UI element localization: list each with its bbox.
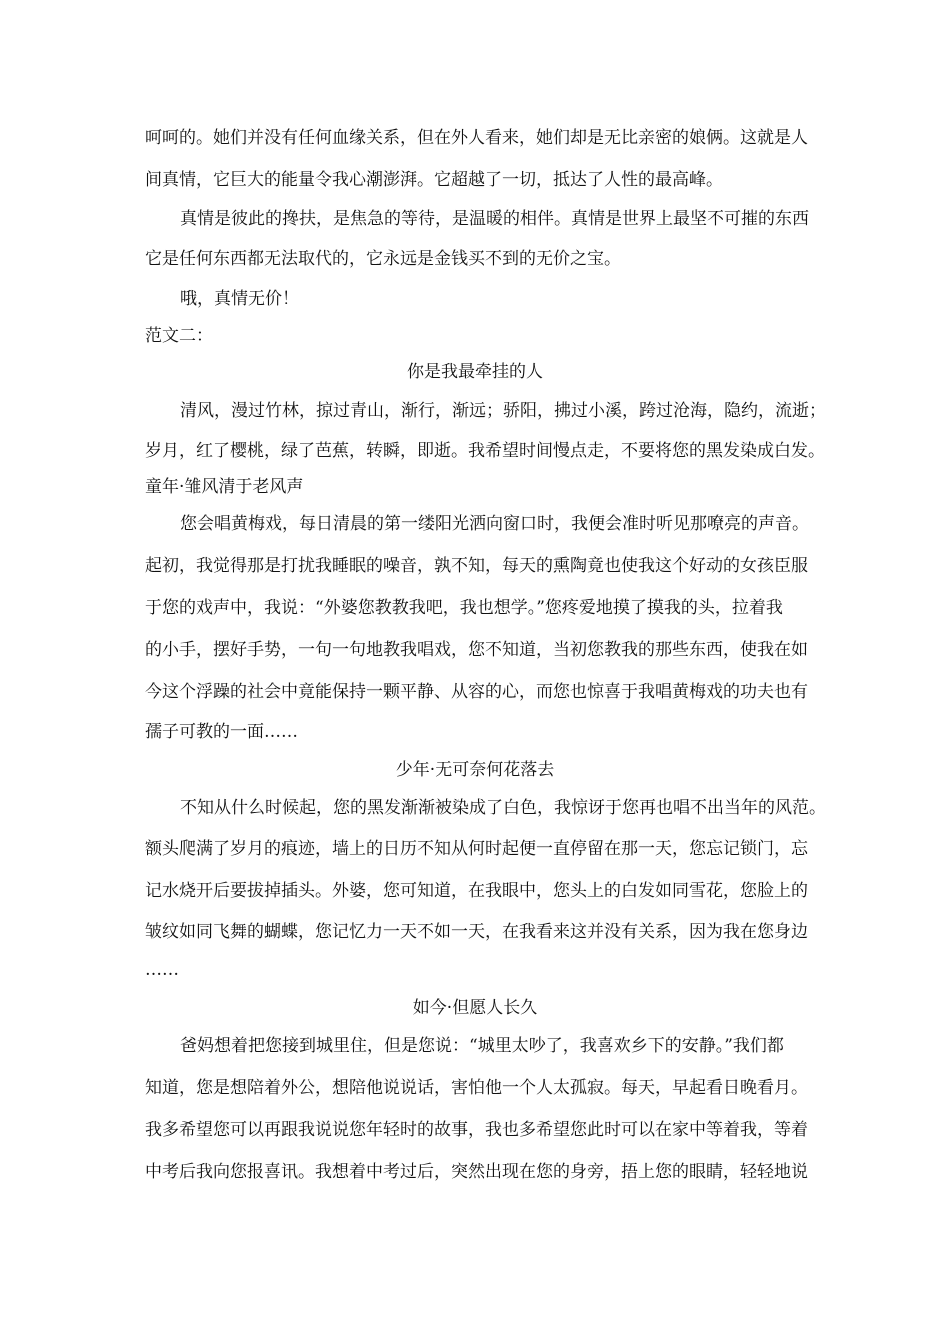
paragraph-line: 不知从什么时候起，您的黑发渐渐被染成了白色，我惊讶于您再也唱不出当年的风范。 — [180, 798, 826, 818]
paragraph-line: 今这个浮躁的社会中竟能保持一颗平静、从容的心，而您也惊喜于我唱黄梅戏的功夫也有 — [145, 682, 808, 702]
paragraph-line: 哦，真情无价！ — [180, 289, 299, 309]
paragraph-line: 真情是彼此的搀扶，是焦急的等待，是温暖的相伴。真情是世界上最坚不可摧的东西 — [180, 209, 809, 229]
subheading: 如今·但愿人长久 — [412, 998, 538, 1018]
paragraph-line: 起初，我觉得那是打扰我睡眠的噪音，孰不知，每天的熏陶竟也使我这个好动的女孩臣服 — [145, 556, 808, 576]
paragraph-line: 中考后我向您报喜讯。我想着中考过后，突然出现在您的身旁，捂上您的眼睛，轻轻地说 — [145, 1162, 808, 1182]
essay-title: 你是我最牵挂的人 — [407, 362, 543, 382]
paragraph-line: 爸妈想着把您接到城里住，但是您说：“城里太吵了，我喜欢乡下的安静。”我们都 — [180, 1036, 784, 1056]
paragraph-line: 清风，漫过竹林，掠过青山，渐行，渐远；骄阳，拂过小溪，跨过沧海，隐约，流逝； — [180, 401, 826, 421]
paragraph-line: 额头爬满了岁月的痕迹，墙上的日历不知从何时起便一直停留在那一天，您忘记锁门，忘 — [145, 839, 808, 859]
paragraph-line: …… — [145, 960, 179, 980]
paragraph-line: 您会唱黄梅戏，每日清晨的第一缕阳光洒向窗口时，我便会准时听见那嘹亮的声音。 — [180, 514, 809, 534]
paragraph-line: 于您的戏声中，我说：“外婆您教教我吧，我也想学。”您疼爱地摸了摸我的头，拉着我 — [145, 598, 783, 618]
paragraph-line: 呵呵的。她们并没有任何血缘关系，但在外人看来，她们却是无比亲密的娘俩。这就是人 — [145, 128, 808, 148]
paragraph-line: 它是任何东西都无法取代的，它永远是金钱买不到的无价之宝。 — [145, 249, 621, 269]
section-label: 范文二： — [145, 326, 213, 346]
paragraph-line: 知道，您是想陪着外公，想陪他说说话，害怕他一个人太孤寂。每天，早起看日晚看月。 — [145, 1078, 808, 1098]
paragraph-line: 我多希望您可以再跟我说说您年轻时的故事，我也多希望您此时可以在家中等着我，等着 — [145, 1120, 808, 1140]
paragraph-line: 岁月，红了樱桃，绿了芭蕉，转瞬，即逝。我希望时间慢点走，不要将您的黑发染成白发。 — [145, 441, 825, 461]
paragraph-line: 孺子可教的一面…… — [145, 722, 298, 742]
paragraph-line: 皱纹如同飞舞的蝴蝶，您记忆力一天不如一天，在我看来这并没有关系，因为我在您身边 — [145, 922, 808, 942]
subheading: 少年·无可奈何花落去 — [395, 760, 555, 780]
paragraph-line: 记水烧开后要拔掉插头。外婆，您可知道，在我眼中，您头上的白发如同雪花，您脸上的 — [145, 881, 808, 901]
subheading: 童年·雏风清于老风声 — [145, 477, 304, 497]
paragraph-line: 间真情，它巨大的能量令我心潮澎湃。它超越了一切，抵达了人性的最高峰。 — [145, 170, 723, 190]
paragraph-line: 的小手，摆好手势，一句一句地教我唱戏，您不知道，当初您教我的那些东西，使我在如 — [145, 640, 808, 660]
